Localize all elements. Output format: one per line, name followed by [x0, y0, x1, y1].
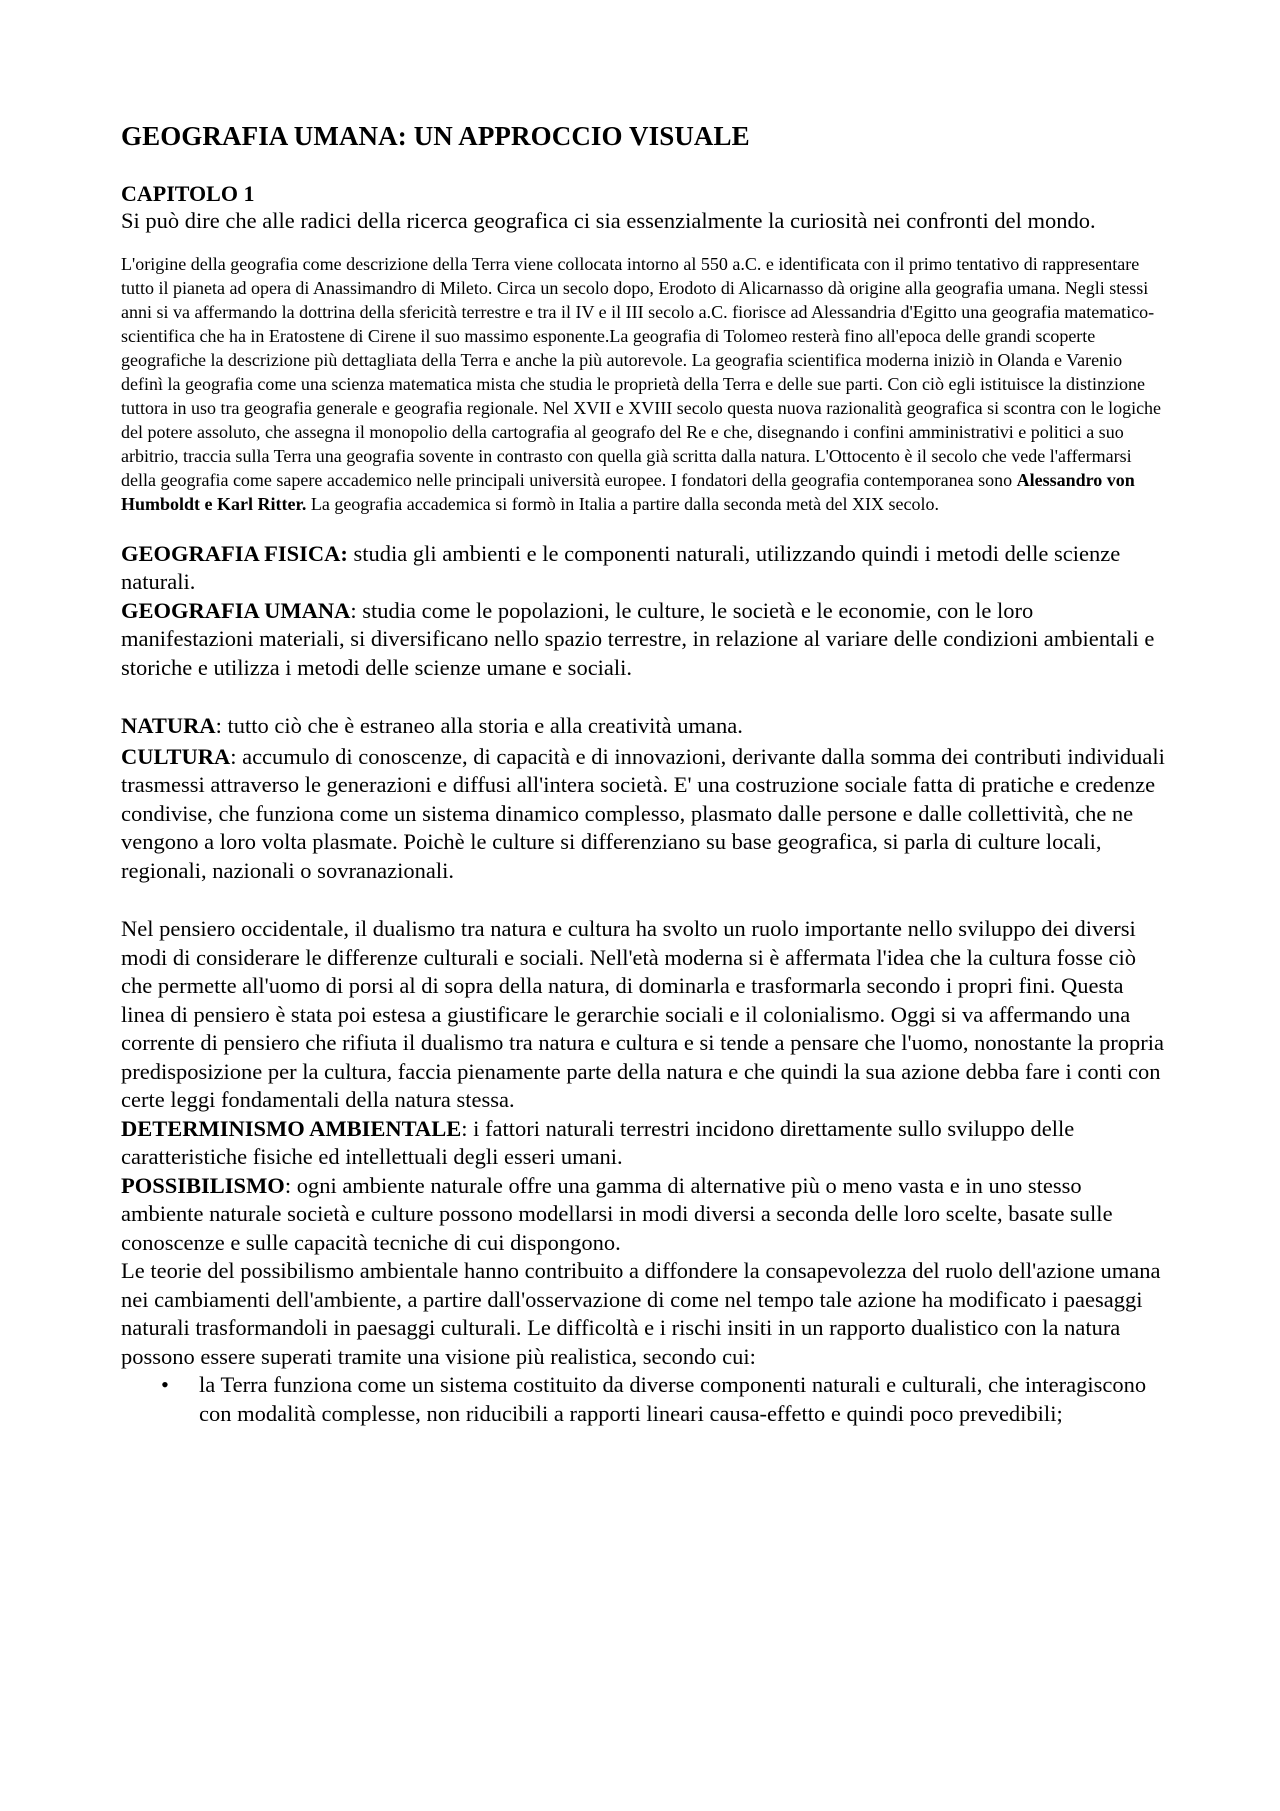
definition-text: : i fattori naturali terrestri incidono direttamente sullo sviluppo delle caratteristiche fisiche ed intellettuali degli esseri umani.	[121, 1115, 1075, 1169]
list-item	[121, 1371, 1167, 1428]
dualism-paragraph: Nel pensiero occidentale, il dualismo tra natura e cultura ha svolto un ruolo importante nello sviluppo dei diversi modi di considerare le differenze culturali e sociali. Nell'età moderna si è affermata l'idea che la cultura fosse ciò che permette all'uomo di porsi al di sopra della natura, di dominarla e trasformarla secondo i propri fini. Questa linea di pensiero è stata poi estesa a giustificare le gerarchie sociali e il colonialismo. Oggi si va affermando una corrente di pensiero che rifiuta il dualismo tra natura e cultura e si tende a pensare che l'uomo, nonostante la propria predisposizione per la cultura, faccia pienamente parte della natura e che quindi la sua azione debba fare i conti con certe leggi fondamentali della natura stessa.	[121, 916, 1165, 1112]
history-text-before: L'origine della geografia come descrizione della Terra viene collocata intorno al 550 a.C. e identificata con il primo tentativo di rappresentare tutto il pianeta ad opera di Anassimandro di Mileto. Circa un secolo dopo, Erodoto di Alicarnasso dà origine alla geografia umana. Negli stessi anni si va affermando la dottrina della sfericità terrestre e tra il IV e il III secolo a.C. fiorisce ad Alessandria d'Egitto una geografia matematico-scientifica che ha in Eratostene di Cirene il suo massimo esponente.La geografia di Tolomeo resterà fino all'epoca delle grandi scoperte geografiche la descrizione più dettagliata della Terra e anche la più autorevole. La geografia scientifica moderna iniziò in Olanda e Varenio definì la geografia come una scienza matematica mista che studia le proprietà della Terra e delle sue parti. Con ciò egli istituisce la distinzione tuttora in uso tra geografia generale e geografia regionale. Nel XVII e XVIII secolo questa nuova razionalità geografica si scontra con le logiche del potere assoluto, che assegna il monopolio della cartografia al geografo del Re e che, disegnando i confini amministrativi e politici a suo arbitrio, traccia sulla Terra una geografia sovente in contrasto con quella già scritta dalla natura. L'Ottocento è il secolo che vede l'affermarsi della geografia come sapere accademico nelle principali università europee. I fondatori della geografia contemporanea sono	[121, 253, 1162, 490]
possibilism-paragraph: Le teorie del possibilismo ambientale hanno contribuito a diffondere la consapevolezza del ruolo dell'azione umana nei cambiamenti dell'ambiente, a partire dall'osservazione di come nel tempo tale azione ha modificato i paesaggi naturali trasformandoli in paesaggi culturali. Le difficoltà e i rischi insiti in un rapporto dualistico con la natura possono essere superati tramite una visione più realistica, secondo cui:	[121, 1258, 1161, 1369]
bullet-list	[121, 1371, 1167, 1428]
history-paragraph	[121, 252, 1167, 516]
definition-term: POSSIBILISMO	[121, 1172, 285, 1198]
definition-text: : studia come le popolazioni, le culture, le società e le economie, con le loro manifestazioni materiali, si diversificano nello spazio terrestre, in relazione al variare delle condizioni ambientali e storiche e utilizza i metodi delle scienze umane e sociali.	[121, 597, 1155, 680]
definition-term: GEOGRAFIA UMANA	[121, 597, 351, 623]
definition-geografia-fisica	[121, 540, 1167, 597]
definition-cultura	[121, 743, 1167, 886]
definition-term: CULTURA	[121, 743, 231, 769]
history-text-after: La geografia accademica si formò in Italia a partire dalla seconda metà del XIX secolo.	[306, 493, 940, 514]
bullet-icon: •	[161, 1372, 169, 1397]
history-bold-founders: Alessandro von Humboldt e Karl Ritter.	[121, 469, 1135, 514]
definition-text: : ogni ambiente naturale offre una gamma di alternative più o meno vasta e in uno stesso ambiente naturale società e culture possono modellarsi in modi diversi a seconda delle loro scelte, basate sulle conoscenze e sulle capacità tecniche di cui dispongono.	[121, 1172, 1113, 1255]
intro-paragraph: Si può dire che alle radici della ricerca geografica ci sia essenzialmente la curiosità nei confronti del mondo.	[121, 208, 1096, 233]
definition-geografia-umana	[121, 597, 1167, 683]
definition-text: : accumulo di conoscenze, di capacità e di innovazioni, derivante dalla somma dei contributi individuali trasmessi attraverso le generazioni e diffusi all'intera società. E' una costruzione sociale fatta di pratiche e credenze condivise, che funziona come un sistema dinamico complesso, plasmato dalle persone e dalle collettività, che ne vengono a loro volta plasmate. Poichè le culture si differenziano su base geografica, si parla di culture locali, regionali, nazionali o sovranazionali.	[121, 743, 1165, 883]
chapter-heading: CAPITOLO 1	[121, 181, 255, 206]
definition-text: studia gli ambienti e le componenti naturali, utilizzando quindi i metodi delle scienze naturali.	[121, 540, 1121, 594]
document-title: GEOGRAFIA UMANA: UN APPROCCIO VISUALE	[121, 121, 750, 151]
list-item-text: la Terra funziona come un sistema costituito da diverse componenti naturali e culturali, che interagiscono con modalità complesse, non riducibili a rapporti lineari causa-effetto e quindi poco prevedibili;	[199, 1372, 1147, 1426]
definition-term: NATURA	[121, 713, 216, 738]
definition-determinismo	[121, 1115, 1167, 1172]
definition-natura	[121, 712, 1167, 741]
document-page	[121, 118, 1167, 1428]
definition-text: : tutto ciò che è estraneo alla storia e alla creatività umana.	[215, 713, 743, 738]
definition-term: DETERMINISMO AMBIENTALE	[121, 1115, 462, 1141]
definition-term: GEOGRAFIA FISICA:	[121, 540, 348, 566]
definition-possibilismo	[121, 1172, 1167, 1258]
